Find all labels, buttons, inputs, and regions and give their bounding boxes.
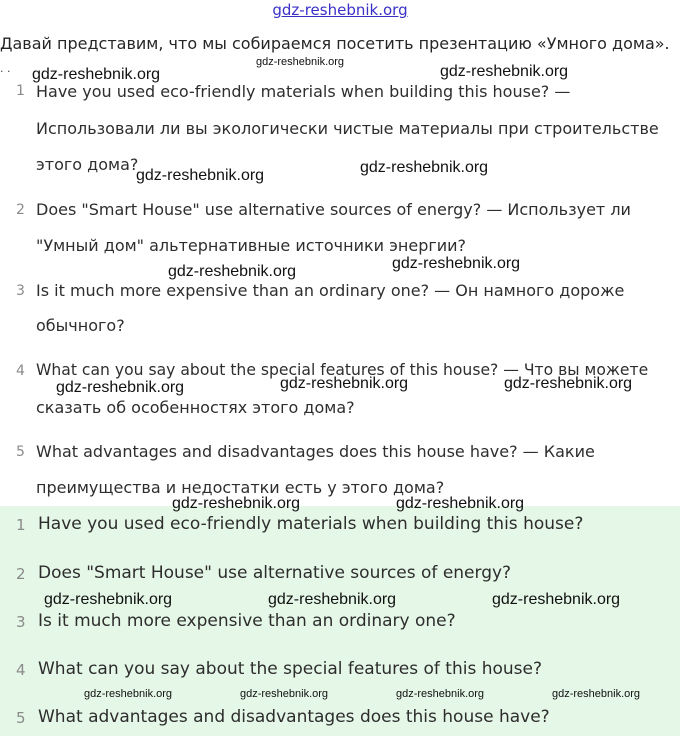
watermark: gdz-reshebnik.org	[136, 167, 265, 184]
watermark: gdz-reshebnik.org	[256, 56, 345, 68]
watermark: gdz-reshebnik.org	[172, 495, 301, 512]
watermark: gdz-reshebnik.org	[268, 591, 397, 608]
site-link[interactable]: gdz-reshebnik.org	[272, 1, 408, 19]
watermark: gdz-reshebnik.org	[56, 379, 185, 396]
watermark: gdz-reshebnik.org	[504, 375, 633, 392]
list-item-number: 1	[16, 516, 26, 534]
watermark: gdz-reshebnik.org	[492, 591, 621, 608]
watermark: gdz-reshebnik.org	[44, 591, 173, 608]
list-item-number: 2	[16, 202, 25, 218]
watermark: gdz-reshebnik.org	[440, 63, 569, 80]
list-item-line: Does "Smart House" use alternative sources of energy? — Использует ли	[36, 200, 631, 219]
list-item-text: What advantages and disadvantages does this house have?	[38, 707, 550, 727]
intro-dots: . .	[0, 62, 11, 75]
watermark: gdz-reshebnik.org	[396, 495, 525, 512]
list-item-number: 5	[16, 444, 25, 460]
list-item-number: 2	[16, 565, 26, 583]
list-item-line: Have you used eco-friendly materials when building this house? —	[36, 82, 571, 101]
watermark: gdz-reshebnik.org	[168, 263, 297, 280]
watermark: gdz-reshebnik.org	[280, 375, 409, 392]
watermark: gdz-reshebnik.org	[396, 688, 485, 700]
list-item-text: Is it much more expensive than an ordinary one?	[38, 611, 456, 631]
list-item-line: Использовали ли вы экологически чистые материалы при строительстве	[36, 119, 659, 138]
list-item-text: What can you say about the special features of this house?	[38, 659, 543, 679]
list-item-number: 4	[16, 363, 25, 379]
list-item-text: Have you used eco-friendly materials when building this house?	[38, 514, 584, 534]
list-item-line: "Умный дом" альтернативные источники энергии?	[36, 236, 467, 255]
list-item-line: Is it much more expensive than an ordinary one? — Он намного дороже	[36, 281, 625, 300]
watermark: gdz-reshebnik.org	[392, 255, 521, 272]
list-item-number: 3	[16, 283, 25, 299]
list-item-number: 3	[16, 613, 26, 631]
watermark: gdz-reshebnik.org	[240, 688, 329, 700]
watermark: gdz-reshebnik.org	[360, 159, 489, 176]
list-item-line: сказать об особенностях этого дома?	[36, 398, 355, 417]
watermark: gdz-reshebnik.org	[84, 688, 173, 700]
list-item-number: 1	[16, 83, 25, 99]
list-item-line: What advantages and disadvantages does this house have? — Какие	[36, 442, 595, 461]
list-item-number: 5	[16, 709, 26, 727]
intro-text: Давай представим, что мы собираемся посетить презентацию «Умного дома».	[0, 34, 670, 53]
watermark: gdz-reshebnik.org	[552, 688, 641, 700]
list-item-line: обычного?	[36, 316, 125, 335]
list-item-line: What can you say about the special features of this house? — Что вы можете	[36, 361, 649, 379]
list-item-line: преимущества и недостатки есть у этого дома?	[36, 478, 445, 497]
list-item-text: Does "Smart House" use alternative sources of energy?	[38, 563, 512, 583]
watermark: gdz-reshebnik.org	[32, 66, 161, 83]
list-item-line: этого дома?	[36, 155, 139, 174]
list-item-number: 4	[16, 661, 26, 679]
